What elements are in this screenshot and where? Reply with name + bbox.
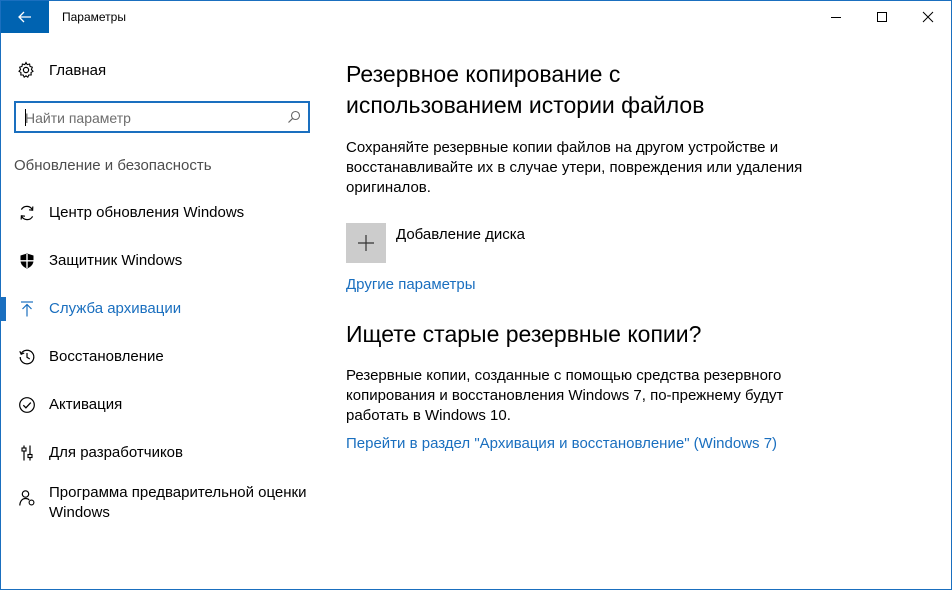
sidebar-item-label: Активация — [49, 396, 123, 413]
history-icon — [17, 347, 37, 367]
sidebar-item-activation[interactable] — [1, 385, 321, 425]
sidebar-item-label: Защитник Windows — [49, 252, 183, 269]
sidebar-item-label: Программа предварительной оценки Windows — [49, 484, 307, 521]
title-bar — [1, 1, 951, 33]
back-button[interactable] — [1, 1, 49, 33]
add-disk-label: Добавление диска — [396, 226, 526, 243]
text-caret — [25, 109, 26, 126]
minimize-icon — [830, 11, 842, 23]
archive-restore-link[interactable]: Перейти в раздел "Архивация и восстановление" (Windows 7) — [346, 435, 778, 452]
sidebar-item-windows-update[interactable] — [1, 193, 321, 233]
sidebar-item-label: Центр обновления Windows — [49, 204, 245, 221]
sidebar-item-developers[interactable] — [1, 433, 321, 473]
sidebar-item-backup[interactable] — [1, 289, 321, 329]
sidebar-item-label: Служба архивации — [49, 300, 182, 317]
sidebar-item-label: Восстановление — [49, 348, 164, 365]
sidebar-home[interactable] — [17, 59, 106, 81]
check-circle-icon — [17, 395, 37, 415]
gear-icon — [17, 61, 35, 79]
add-disk-button[interactable] — [346, 223, 526, 263]
back-arrow-icon — [18, 11, 32, 23]
sync-icon — [17, 203, 37, 223]
backup-arrow-icon — [17, 299, 37, 319]
old-backups-description: Резервные копии, созданные с помощью средства резервного копирования и восстановления Windows 7, по-прежнему будут работать в Windows 10. — [346, 367, 784, 424]
sidebar-item-recovery[interactable] — [1, 337, 321, 377]
close-icon — [922, 11, 934, 23]
other-params-link[interactable]: Другие параметры — [346, 276, 476, 293]
plus-icon — [357, 234, 375, 252]
sidebar-item-defender[interactable] — [1, 241, 321, 281]
sidebar-section-title: Обновление и безопасность — [14, 157, 212, 174]
add-disk-tile[interactable] — [346, 223, 386, 263]
sidebar-home-label: Главная — [49, 61, 107, 79]
close-button[interactable] — [905, 1, 951, 33]
maximize-icon — [876, 11, 888, 23]
page-title: Резервное копирование с использованием истории файлов — [346, 61, 705, 118]
maximize-button[interactable] — [859, 1, 905, 33]
old-backups-title: Ищете старые резервные копии? — [346, 321, 702, 347]
sidebar-item-label: Для разработчиков — [49, 444, 183, 461]
page-description: Сохраняйте резервные копии файлов на другом устройстве и восстанавливайте их в случае утери, повреждения или удаления оригиналов. — [346, 139, 803, 196]
window-title: Параметры — [62, 10, 126, 24]
sidebar-item-insider[interactable] — [1, 481, 321, 525]
search-input[interactable] — [25, 108, 275, 128]
minimize-button[interactable] — [813, 1, 859, 33]
developer-sliders-icon — [17, 443, 37, 463]
search-icon[interactable] — [287, 110, 301, 124]
search-box[interactable] — [14, 101, 310, 133]
shield-icon — [17, 251, 37, 271]
insider-person-icon — [17, 488, 37, 508]
